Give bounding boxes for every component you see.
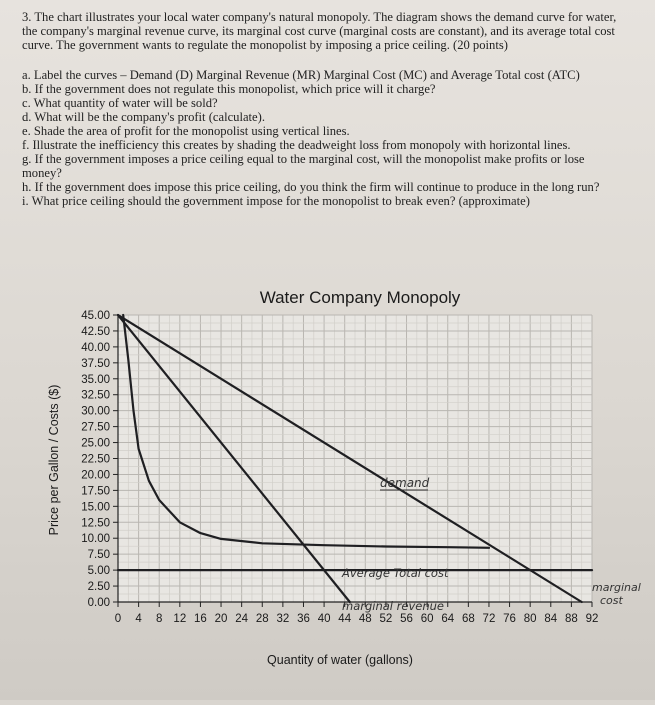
question-item-c: c. What quantity of water will be sold? xyxy=(22,96,218,110)
x-tick-label: 84 xyxy=(544,613,558,625)
x-tick-label: 36 xyxy=(297,613,310,625)
x-tick-labels xyxy=(115,613,599,625)
x-tick-label: 80 xyxy=(523,613,537,625)
question-item-b: b. If the government does not regulate this monopolist, which price will it charge? xyxy=(22,82,436,96)
y-tick-label: 35.00 xyxy=(81,373,110,386)
chart-container xyxy=(0,280,655,700)
x-tick-label: 68 xyxy=(461,613,475,625)
y-tick-label: 5.00 xyxy=(87,565,110,578)
x-tick-label: 12 xyxy=(173,613,187,625)
question-item-f: f. Illustrate the inefficiency this creates by shading the deadweight loss from monopoly with horizontal lines. xyxy=(22,138,571,152)
y-tick-label: 17.50 xyxy=(81,485,110,498)
x-tick-label: 28 xyxy=(255,613,269,625)
x-tick-label: 88 xyxy=(564,613,578,625)
y-tick-label: 25.00 xyxy=(81,437,110,450)
y-tick-label: 32.50 xyxy=(81,389,110,402)
y-tick-label: 2.50 xyxy=(87,581,110,594)
y-tick-label: 10.00 xyxy=(81,533,110,546)
y-tick-label: 7.50 xyxy=(87,549,110,562)
y-tick-label: 20.00 xyxy=(81,469,110,482)
x-tick-label: 24 xyxy=(235,613,249,625)
x-axis-label: Quantity of water (gallons) xyxy=(267,653,413,667)
x-tick-label: 8 xyxy=(156,613,163,625)
x-tick-label: 52 xyxy=(379,613,393,625)
x-tick-label: 4 xyxy=(135,613,142,625)
x-tick-label: 40 xyxy=(317,613,331,625)
question-item-e: e. Shade the area of profit for the monopolist using vertical lines. xyxy=(22,124,350,138)
y-tick-label: 37.50 xyxy=(81,357,110,370)
question-item-a: a. Label the curves – Demand (D) Marginal Revenue (MR) Marginal Cost (MC) and Average Total cost (ATC) xyxy=(22,68,580,82)
atc-annotation: Average Total cost xyxy=(342,566,449,580)
y-tick-label: 22.50 xyxy=(81,453,110,466)
y-tick-label: 12.50 xyxy=(81,517,110,530)
y-axis-label: Price per Gallon / Costs ($) xyxy=(47,384,61,536)
monopoly-chart xyxy=(0,280,655,700)
x-tick-label: 56 xyxy=(400,613,413,625)
x-tick-label: 0 xyxy=(114,613,122,625)
mc-annotation-line2: cost xyxy=(600,594,623,607)
question-item-i: i. What price ceiling should the government impose for the monopolist to break even? (approximate) xyxy=(22,194,530,208)
question-item-h: h. If the government does impose this price ceiling, do you think the firm will continue to produce in the long run? xyxy=(22,180,600,194)
question-item-d: d. What will be the company's profit (calculate). xyxy=(22,110,265,124)
question-text xyxy=(22,10,622,208)
x-tick-label: 32 xyxy=(276,613,290,625)
x-tick-label: 44 xyxy=(338,613,352,625)
x-tick-label: 20 xyxy=(214,613,228,625)
chart-title: Water Company Monopoly xyxy=(259,288,461,307)
demand-annotation: demand xyxy=(380,476,430,490)
question-intro: 3. The chart illustrates your local water company's natural monopoly. The diagram shows the demand curve for water, the company's marginal revenue curve, its marginal cost curve (marginal costs are constant), and its average total cost curve. The government wants to regulate the monopolist by imposing a price ceiling. (20 points) xyxy=(22,10,617,52)
y-tick-label: 42.50 xyxy=(81,325,110,338)
y-tick-labels xyxy=(81,310,110,609)
x-tick-label: 72 xyxy=(482,613,496,625)
question-item-g: g. If the government imposes a price ceiling equal to the marginal cost, will the monopolist make profits or lose money? xyxy=(22,152,585,180)
y-tick-label: 45.00 xyxy=(81,310,110,322)
y-tick-label: 15.00 xyxy=(81,501,110,514)
x-tick-label: 16 xyxy=(194,613,207,625)
x-tick-label: 92 xyxy=(585,613,599,625)
y-tick-label: 40.00 xyxy=(81,341,110,354)
mc-annotation-line1: marginal xyxy=(592,581,641,594)
y-tick-label: 0.00 xyxy=(87,597,110,609)
x-tick-label: 64 xyxy=(441,613,455,625)
y-tick-label: 27.50 xyxy=(81,421,110,434)
x-tick-label: 60 xyxy=(420,613,434,625)
x-tick-label: 48 xyxy=(358,613,372,625)
x-tick-label: 76 xyxy=(503,613,516,625)
mr-annotation: marginal revenue xyxy=(342,599,444,613)
question-items xyxy=(22,68,622,208)
y-tick-label: 30.00 xyxy=(81,405,110,418)
